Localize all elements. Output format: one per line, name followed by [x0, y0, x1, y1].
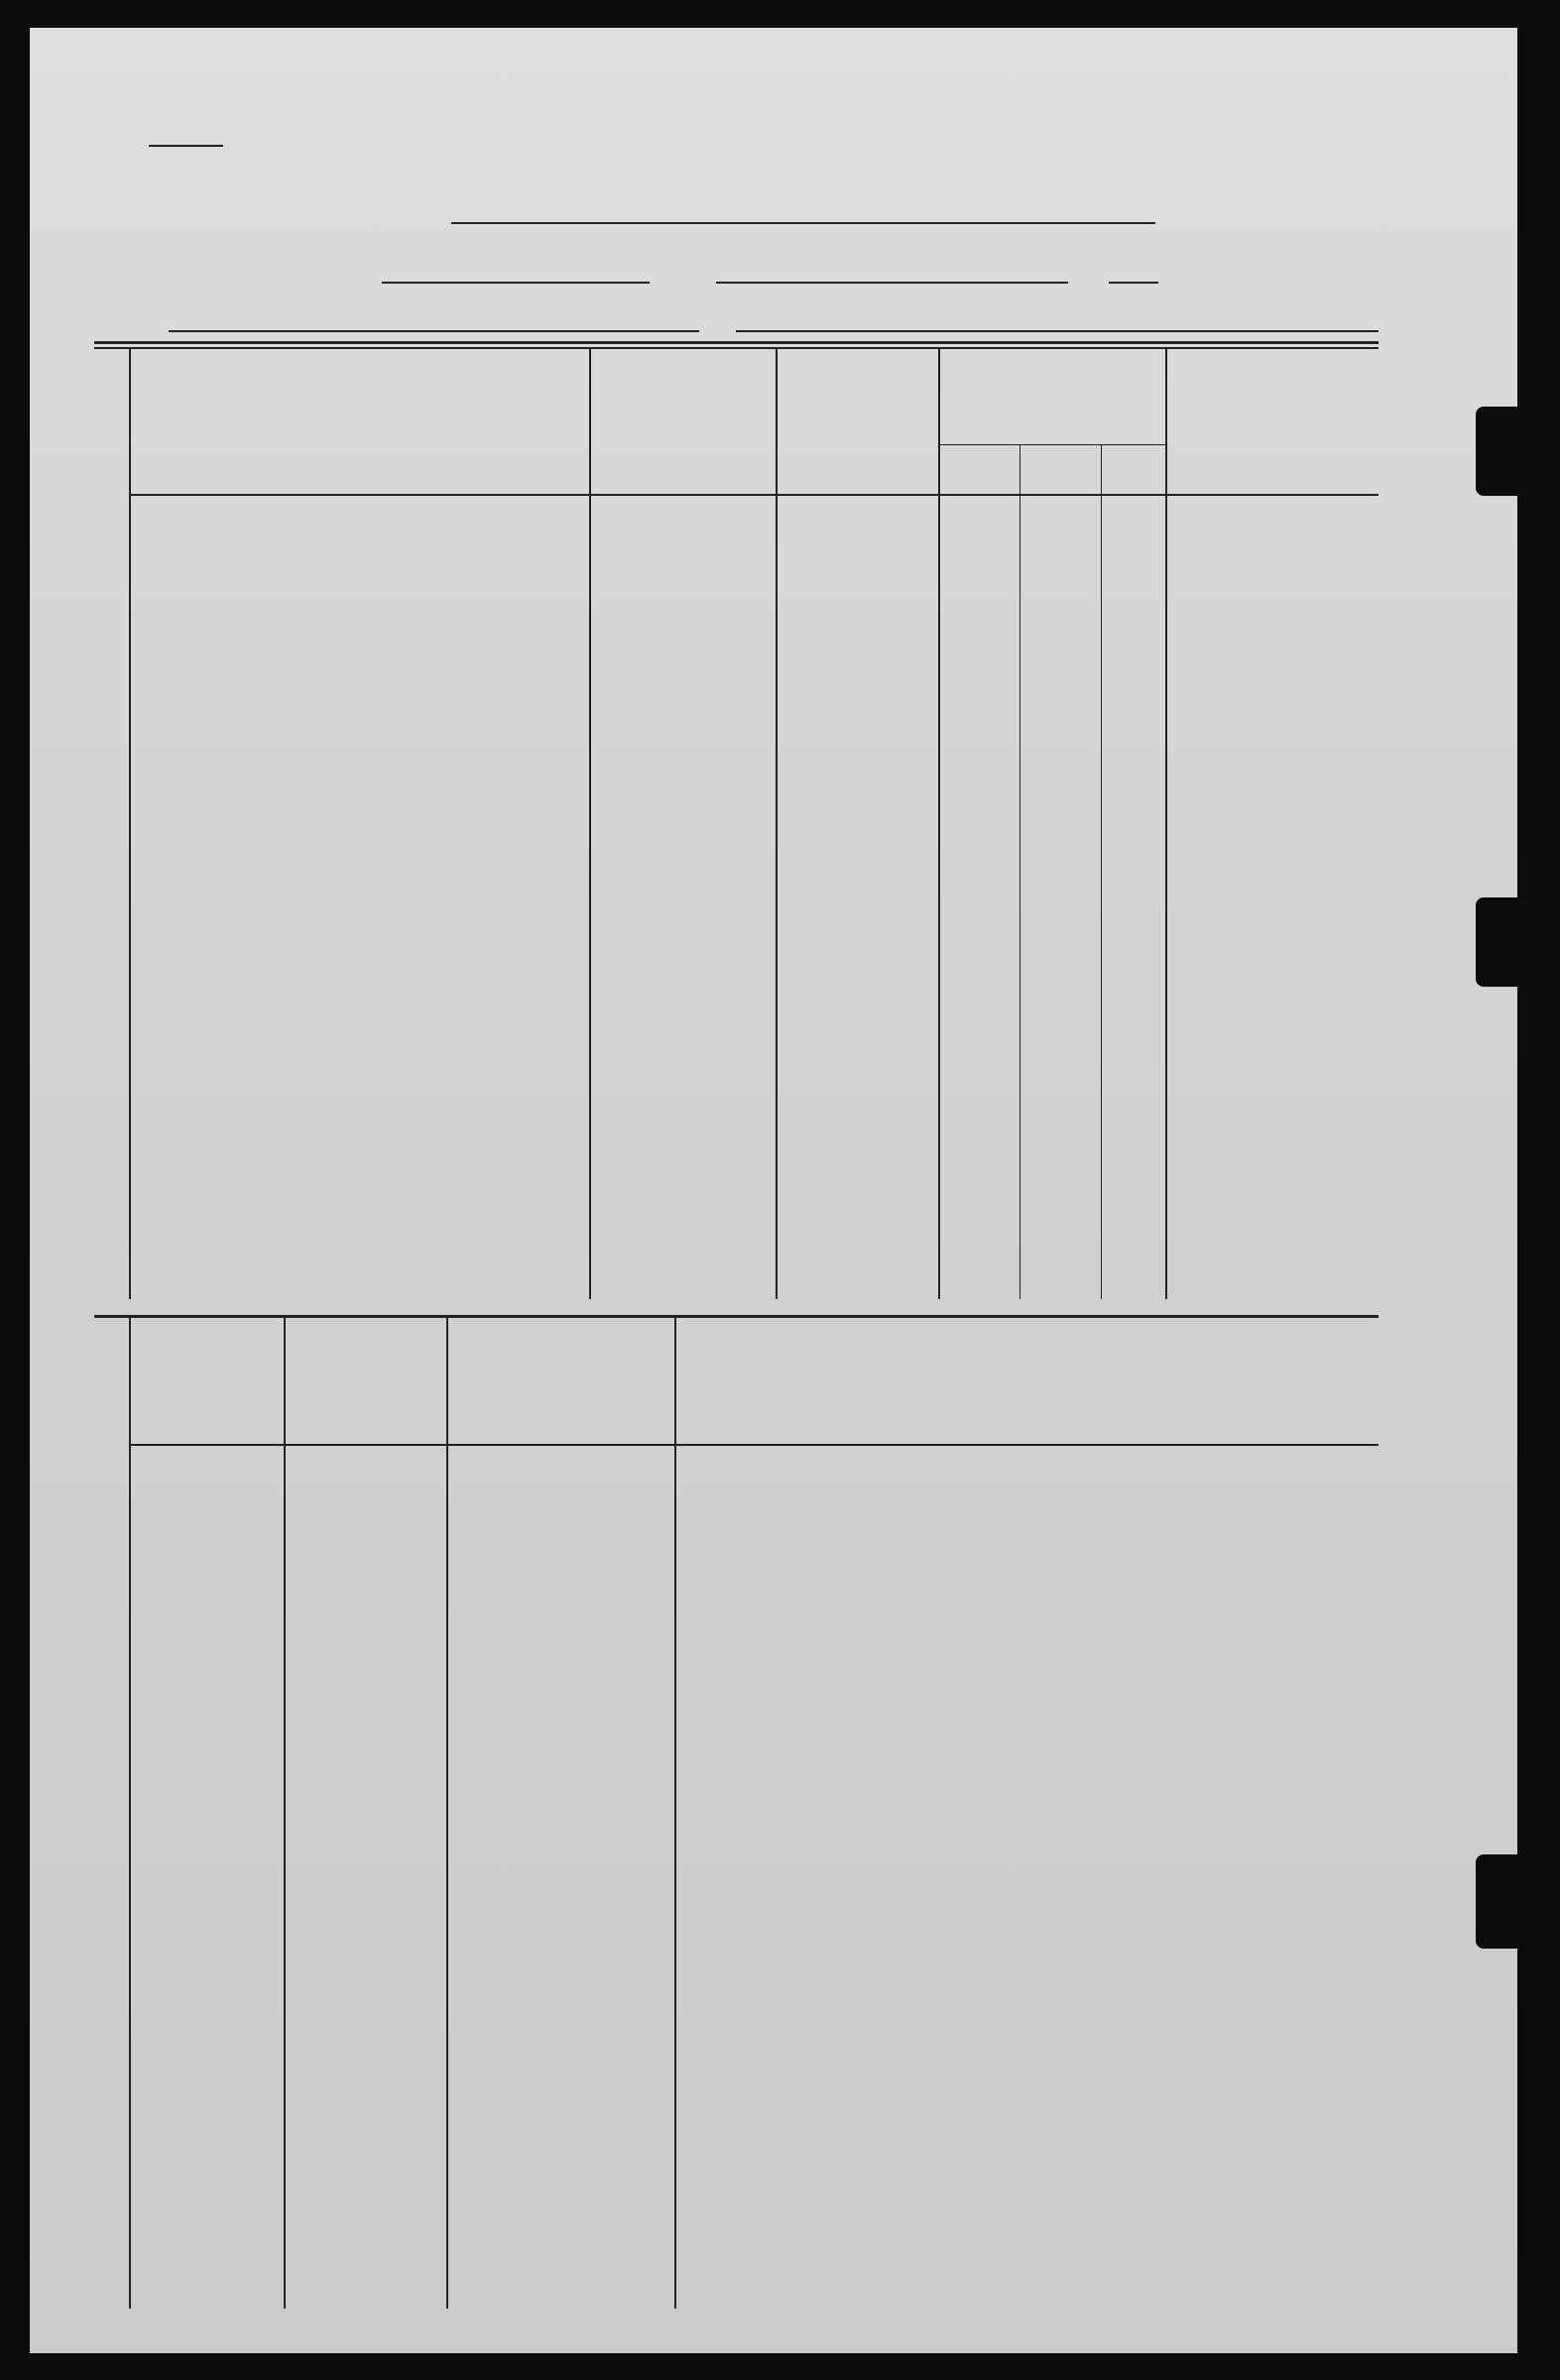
binder-tab [1476, 897, 1517, 987]
binder-tab [1476, 1854, 1517, 1949]
document-page [30, 28, 1517, 2353]
binder-tab [1476, 407, 1517, 496]
